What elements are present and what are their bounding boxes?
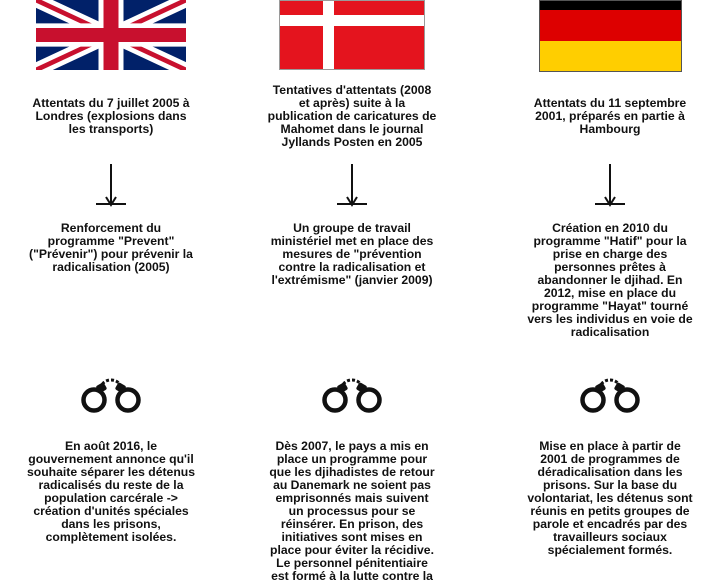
prison-text: En août 2016, le gouvernement annonce qu'il souhaite séparer les détenus radicalisés du reste de la population carcérale -> création d'unités spéciales dans les prisons, complètement isolées. <box>27 439 195 544</box>
handcuffs-icon <box>320 371 384 415</box>
response-text: Un groupe de travail ministériel met en place des mesures de "prévention contre la radicalisation et l'extrémisme" (janvier 2009) <box>270 221 434 287</box>
prison-text: Mise en place à partir de 2001 de programmes de déradicalisation dans les prisons. Sur la base du volontariat, les détenus sont réunis en petits groupes de parole et encadrés par des travailleurs sociaux spécialement formés. <box>527 439 693 557</box>
response-text: Renforcement du programme "Prevent" ("Prévenir") pour prévenir la radicalisation (2005) <box>29 221 193 274</box>
event-text: Attentats du 7 juillet 2005 à Londres (explosions dans les transports) <box>32 96 190 136</box>
germany-flag <box>539 0 682 72</box>
handcuffs-icon <box>79 371 143 415</box>
response-text: Création en 2010 du programme "Hatif" pour la prise en charge des personnes prêtes à abandonner le djihad. En 2012, mise en place du programme "Hayat" tourné vers les individus en voie de radicalisation <box>527 221 693 339</box>
prison-text: Dès 2007, le pays a mis en place un programme pour que les djihadistes de retour au Danemark ne soient pas emprisonnés mais suivent un processus pour se réinsérer. En prison, des initiatives sont mises en place pour éviter la récidive. Le personnel pénitentiaire est formé à la lutte contre la <box>269 439 435 583</box>
handcuffs-icon <box>578 371 642 415</box>
down-arrow-icon <box>96 162 126 208</box>
down-arrow-icon <box>337 162 367 208</box>
united-kingdom-flag <box>36 0 186 70</box>
event-text: Attentats du 11 septembre 2001, préparés en partie à Hambourg <box>533 96 687 136</box>
down-arrow-icon <box>595 162 625 208</box>
event-text: Tentatives d'attentats (2008 et après) suite à la publication de caricatures de Mahomet dans le journal Jyllands Posten en 2005 <box>267 83 437 149</box>
denmark-flag <box>279 0 425 70</box>
